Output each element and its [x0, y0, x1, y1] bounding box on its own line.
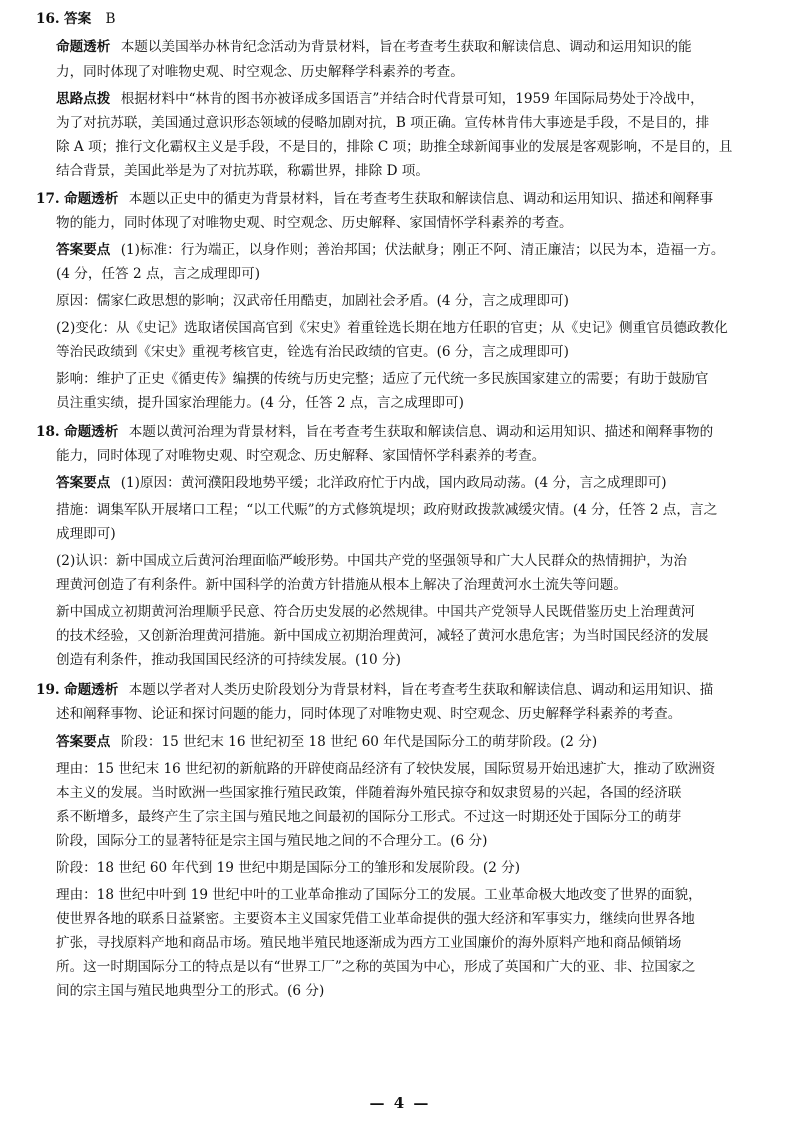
q18-key-line-6: 新中国成立初期黄河治理顺乎民意、符合历史发展的必然规律。中国共产党领导人民既借鉴历史上治理黄河: [56, 604, 695, 620]
q19-key-line-1: [56, 733, 597, 751]
page-number: — 4 —: [369, 1094, 431, 1112]
q17-key-line-6: 影响：维护了正史《循吏传》编撰的传统与历史完整；适应了元代统一多民族国家建立的需要；有助于鼓励官: [56, 371, 709, 387]
analysis-label: 命题透析: [63, 682, 119, 698]
q19-key-line-8: 使世界各地的联系日益紧密。主要资本主义国家凭借工业革命提供的强大经济和军事实力，继续向世界各地: [56, 911, 695, 927]
q18-key-line-2: 措施：调集军队开展堵口工程；“以工代赈”的方式修筑堤坝；政府财政拨款减缓灾情。(4 分，任答 2 点，言之: [56, 502, 718, 518]
q19-key-line-3: 本主义的发展。当时欧洲一些国家推行殖民政策，伴随着海外殖民掠夺和奴隶贸易的兴起，各国的经济联: [56, 785, 682, 801]
q19-key-line-10: 所。这一时期国际分工的特点是以有“世界工厂”之称的英国为中心，形成了英国和广大的亚、非、拉国家之: [56, 959, 696, 975]
q18-key-line-1: [56, 474, 667, 492]
q17-key-line-5: 等治民政绩到《宋史》重视考核官吏，铨选有治民政绩的官吏。(6 分，言之成理即可): [56, 344, 569, 360]
question-number: 18.: [36, 424, 60, 440]
q17-key-line-7: 员注重实绩，提升国家治理能力。(4 分，任答 2 点，言之成理即可): [56, 395, 464, 411]
key-points-text: 阶段：15 世纪末 16 世纪初至 18 世纪 60 年代是国际分工的萌芽阶段。(2 分): [120, 734, 598, 750]
q16-analysis-line-2: 力，同时体现了对唯物史观、时空观念、历史解释学科素养的考查。: [56, 64, 464, 80]
q18-analysis-line-2: 能力，同时体现了对唯物史观、时空观念、历史解释、家国情怀学科素养的考查。: [56, 448, 546, 464]
question-number: 19.: [36, 682, 60, 698]
q16-tips-line-4: 结合背景，美国此举是为了对抗苏联，称霸世界，排除 D 项。: [56, 163, 429, 179]
analysis-text: 本题以正史中的循吏为背景材料，旨在考查考生获取和解读信息、调动和运用知识、描述和阐释事: [128, 191, 714, 207]
q18-key-line-8: 创造有利条件，推动我国国民经济的可持续发展。(10 分): [56, 652, 401, 668]
answer-value: B: [105, 11, 116, 27]
q19-key-line-11: 间的宗主国与殖民地典型分工的形式。(6 分): [56, 983, 325, 999]
q17-analysis-line-2: 物的能力，同时体现了对唯物史观、时空观念、历史解释、家国情怀学科素养的考查。: [56, 215, 573, 231]
q17-key-line-3: 原因：儒家仁政思想的影响；汉武帝任用酷吏，加剧社会矛盾。(4 分，言之成理即可): [56, 293, 569, 309]
q19-key-line-2: 理由：15 世纪末 16 世纪初的新航路的开辟使商品经济有了较快发展，国际贸易开始迅速扩大，推动了欧洲资: [56, 761, 716, 777]
analysis-label: 命题透析: [63, 424, 119, 440]
question-number: 16.: [36, 11, 60, 27]
key-points-label: 答案要点: [56, 242, 111, 258]
q17-key-line-1: [56, 241, 725, 259]
analysis-text: 本题以美国举办林肯纪念活动为背景材料，旨在考查考生获取和解读信息、调动和运用知识的能: [120, 39, 692, 55]
q19-key-line-7: 理由：18 世纪中叶到 19 世纪中叶的工业革命推动了国际分工的发展。工业革命极大地改变了世界的面貌，: [56, 887, 702, 903]
analysis-label: 命题透析: [63, 191, 119, 207]
q19-analysis-line-2: 述和阐释事物、论证和探讨问题的能力，同时体现了对唯物史观、时空观念、历史解释学科素养的考查。: [56, 706, 682, 722]
key-points-text: (1)标准：行为端正，以身作则；善治邦国；伏法献身；刚正不阿、清正廉洁；以民为本，造福一方。: [120, 242, 725, 258]
tips-label: 思路点拨: [56, 91, 111, 107]
q19-analysis-line-1: [36, 681, 713, 699]
q16-answer-line: [36, 10, 116, 28]
key-points-text: (1)原因：黄河濮阳段地势平缓；北洋政府忙于内战，国内政局动荡。(4 分，言之成理即可): [120, 475, 667, 491]
key-points-label: 答案要点: [56, 475, 111, 491]
q18-key-line-4: (2)认识：新中国成立后黄河治理面临严峻形势。中国共产党的坚强领导和广大人民群众的热情拥护，为治: [56, 553, 687, 569]
q17-key-line-2: (4 分，任答 2 点，言之成理即可): [56, 266, 260, 282]
q17-analysis-line-1: [36, 190, 713, 208]
q18-analysis-line-1: [36, 423, 713, 441]
analysis-label: 命题透析: [56, 39, 111, 55]
q18-key-line-7: 的技术经验，又创新治理黄河措施。新中国成立初期治理黄河，减轻了黄河水患危害；为当时国民经济的发展: [56, 628, 709, 644]
q18-key-line-5: 理黄河创造了有利条件。新中国科学的治黄方针措施从根本上解决了治理黄河水土流失等问题。: [56, 577, 627, 593]
q16-tips-line-3: 除 A 项；推行文化霸权主义是手段，不是目的，排除 C 项；助推全球新闻事业的发展是客观影响，不是目的，且: [56, 139, 733, 155]
analysis-text: 本题以黄河治理为背景材料，旨在考查考生获取和解读信息、调动和运用知识、描述和阐释事物的: [128, 424, 714, 440]
analysis-text: 本题以学者对人类历史阶段划分为背景材料，旨在考查考生获取和解读信息、调动和运用知识、描: [128, 682, 714, 698]
key-points-label: 答案要点: [56, 734, 111, 750]
q16-analysis-line-1: [56, 38, 692, 56]
q16-tips-line-2: 为了对抗苏联，美国通过意识形态领域的侵略加剧对抗，B 项正确。宣传林肯伟大事迹是手段，不是目的，排: [56, 115, 710, 131]
q18-key-line-3: 成理即可): [56, 526, 116, 542]
question-number: 17.: [36, 191, 60, 207]
tips-text: 根据材料中“林肯的图书亦被译成多国语言”并结合时代背景可知，1959 年国际局势处于冷战中，: [120, 91, 704, 107]
q19-key-line-6: 阶段：18 世纪 60 年代到 19 世纪中期是国际分工的雏形和发展阶段。(2 分): [56, 860, 521, 876]
q17-key-line-4: (2)变化：从《史记》选取诸侯国高官到《宋史》着重铨选长期在地方任职的官吏；从《史记》侧重官员德政教化: [56, 320, 728, 336]
q19-key-line-9: 扩张，寻找原料产地和商品市场。殖民地半殖民地逐渐成为西方工业国廉价的海外原料产地和商品倾销场: [56, 935, 682, 951]
q16-tips-line-1: [56, 90, 704, 108]
q19-key-line-4: 系不断增多，最终产生了宗主国与殖民地之间最初的国际分工形式。不过这一时期还处于国际分工的萌芽: [56, 809, 682, 825]
q19-key-line-5: 阶段，国际分工的显著特征是宗主国与殖民地之间的不合理分工。(6 分): [56, 833, 488, 849]
answer-label: 答案: [63, 11, 92, 27]
